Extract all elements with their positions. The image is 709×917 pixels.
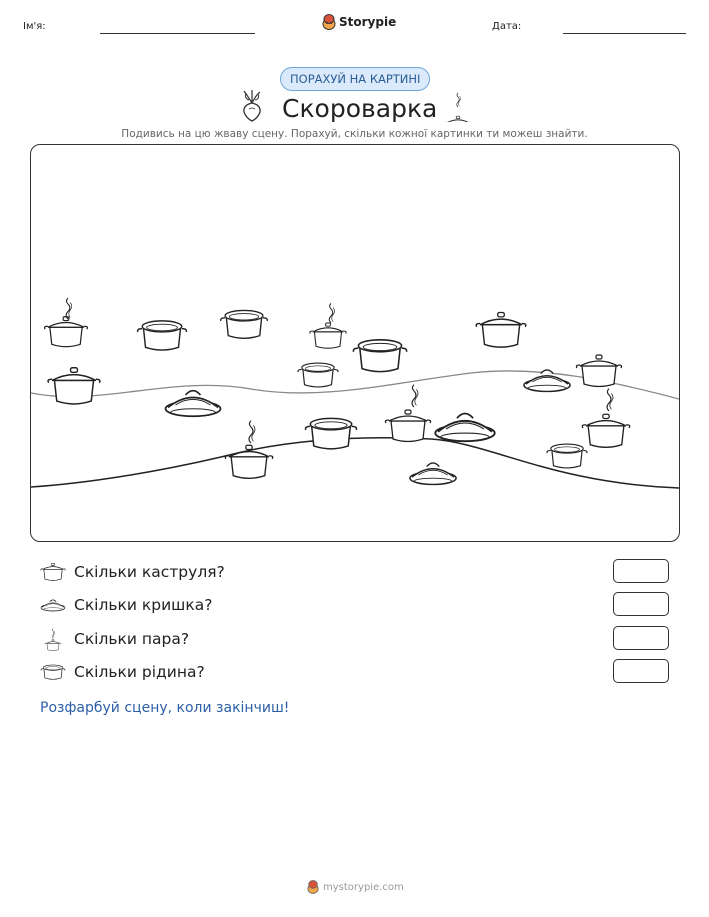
questions-list-row-2	[40, 592, 600, 618]
page-title: Скороварка	[282, 94, 438, 123]
name-field[interactable]	[100, 33, 255, 34]
scene-steam	[412, 385, 418, 407]
answer-box-steam[interactable]	[613, 626, 669, 650]
lid-icon	[40, 594, 66, 616]
scene-panel	[30, 144, 680, 542]
beet-icon	[240, 90, 264, 122]
saucepan-icon	[40, 561, 66, 583]
site-footer	[307, 880, 404, 894]
scene-pot	[410, 463, 456, 485]
name-label: Ім'я:	[23, 21, 46, 32]
brand-name: Storypie	[339, 15, 397, 29]
scene-pot	[221, 310, 268, 338]
storypie-logo-icon	[307, 880, 319, 894]
scene-pot	[476, 313, 526, 348]
scene-pot	[166, 391, 221, 417]
scene-pot	[298, 363, 338, 387]
question-row	[40, 659, 600, 685]
scene-steam	[329, 303, 334, 323]
scene-pot	[45, 298, 88, 347]
scene-pot	[48, 368, 100, 404]
scene-pot	[524, 370, 570, 392]
question-row	[40, 559, 670, 585]
scene-drawing	[31, 145, 679, 541]
scene-steam	[249, 421, 255, 443]
scene-pot	[353, 340, 406, 372]
instructions: Подивись на цю жваву сцену. Порахуй, скільки кожної картинки ти можеш знайти.	[121, 128, 588, 140]
count-badge: ПОРАХУЙ НА КАРТИНІ	[280, 67, 430, 91]
scene-pot	[385, 410, 430, 442]
scene-pot	[576, 355, 621, 387]
steaming-pot-icon	[444, 90, 472, 122]
brand	[322, 14, 396, 30]
date-label: Дата:	[492, 21, 522, 32]
scene-pot	[547, 444, 587, 468]
question-row	[40, 626, 600, 652]
scene-pot	[435, 413, 494, 441]
question-row	[40, 592, 600, 618]
question-text: Скільки каструля?	[74, 563, 225, 581]
scene-pot	[306, 418, 357, 448]
answer-box-saucepan[interactable]	[613, 559, 669, 583]
date-field[interactable]	[563, 33, 686, 34]
storypie-logo-icon	[322, 14, 336, 30]
steam-icon	[40, 627, 66, 651]
color-instruction: Розфарбуй сцену, коли закінчиш!	[40, 700, 290, 716]
answer-box-lid[interactable]	[613, 592, 669, 616]
scene-pot	[310, 323, 346, 348]
questions-list	[40, 559, 670, 585]
liquid-pot-icon	[40, 661, 66, 683]
question-text: Скільки рідина?	[74, 663, 205, 681]
scene-pot	[138, 321, 187, 350]
question-text: Скільки пара?	[74, 630, 190, 648]
site-url[interactable]: mystorypie.com	[323, 881, 404, 893]
question-text: Скільки кришка?	[74, 596, 213, 614]
answer-box-liquid[interactable]	[613, 659, 669, 683]
questions-list-row-4	[40, 659, 600, 685]
scene-steam	[607, 389, 613, 411]
questions-list-row-3	[40, 626, 600, 652]
scene-pot	[582, 414, 629, 447]
